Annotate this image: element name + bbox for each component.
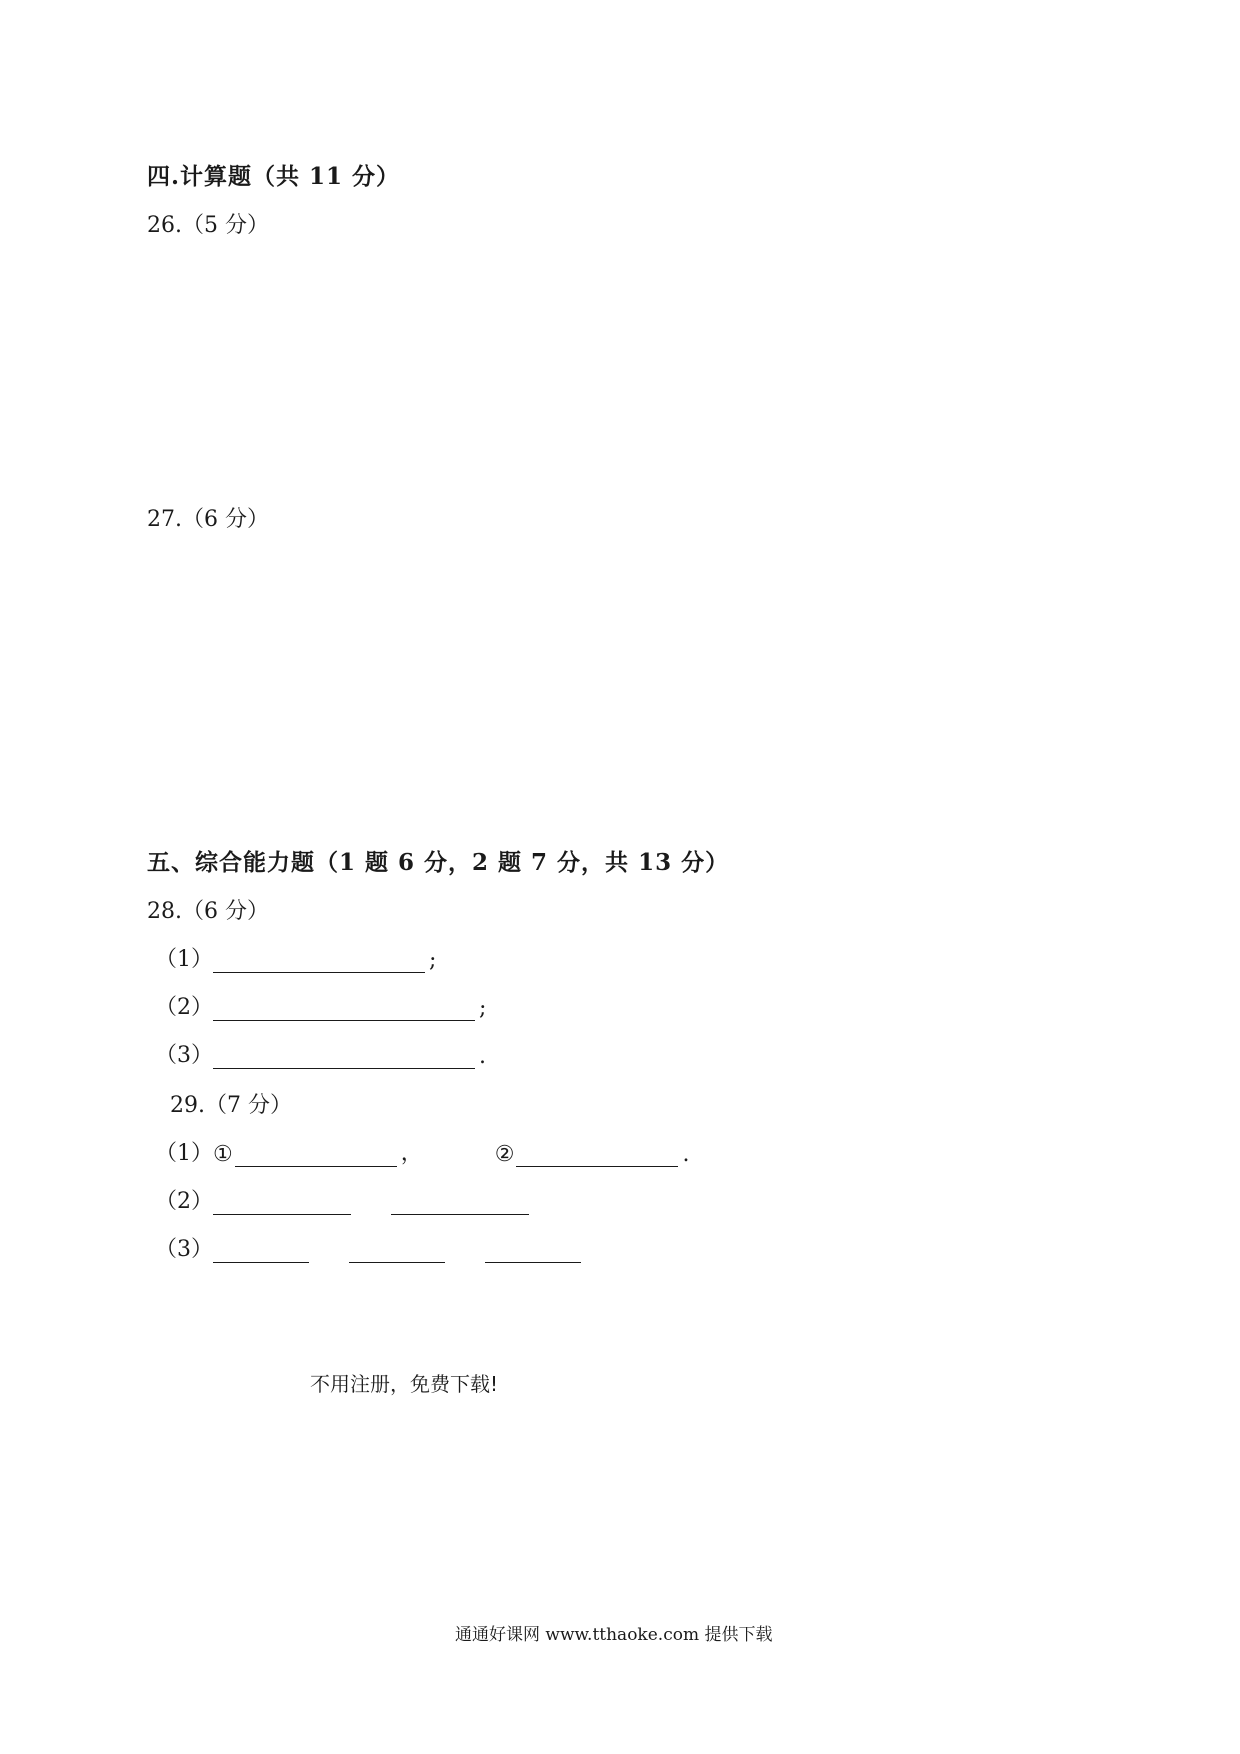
page-footer: 通通好课网 www.tthaoke.com 提供下载 <box>455 1625 773 1645</box>
question-28-label: 28.（6 分） <box>147 899 269 924</box>
q29-part-1-blank-1[interactable] <box>235 1144 397 1167</box>
section-4-title: 四.计算题（共 11 分） <box>147 163 401 190</box>
download-note: 不用注册，免费下载! <box>310 1372 499 1396</box>
q29-part-1-punct: . <box>682 1142 690 1167</box>
q28-part-3-punct: . <box>479 1044 486 1069</box>
q29-part-3-number: （3） <box>155 1237 213 1262</box>
q28-part-3-number: （3） <box>155 1043 213 1068</box>
q29-part-1-circled-1: ① <box>213 1142 233 1167</box>
q29-part-2-number: （2） <box>155 1189 213 1214</box>
q29-part-3 <box>155 1232 581 1263</box>
question-26-label: 26.（5 分） <box>147 213 269 238</box>
q29-part-1-separator: ， <box>400 1141 423 1166</box>
q29-part-1-circled-2: ② <box>494 1142 515 1167</box>
q29-part-1 <box>155 1136 689 1167</box>
q28-part-2-answer-blank[interactable] <box>213 998 475 1021</box>
q29-part-3-blank-2[interactable] <box>349 1240 445 1263</box>
q28-part-1-number: （1） <box>155 947 213 972</box>
q29-part-1-number: （1） <box>155 1141 213 1166</box>
q28-part-1-punct: ; <box>429 948 437 973</box>
q29-part-3-blank-3[interactable] <box>485 1240 581 1263</box>
q28-part-1 <box>155 942 436 973</box>
q28-part-2-punct: ; <box>479 996 487 1021</box>
q28-part-1-answer-blank[interactable] <box>213 950 425 973</box>
question-29-label: 29.（7 分） <box>170 1093 292 1118</box>
section-5-title: 五、综合能力题（1 题 6 分，2 题 7 分，共 13 分） <box>147 849 730 876</box>
q28-part-2-number: （2） <box>155 995 213 1020</box>
q28-part-3 <box>155 1038 486 1069</box>
q29-part-2-blank-1[interactable] <box>213 1192 351 1215</box>
q29-part-2 <box>155 1184 529 1215</box>
q28-part-2 <box>155 990 486 1021</box>
q29-part-2-blank-2[interactable] <box>391 1192 529 1215</box>
question-27-label: 27.（6 分） <box>147 507 269 532</box>
q29-part-3-blank-1[interactable] <box>213 1240 309 1263</box>
q29-part-1-blank-2[interactable] <box>516 1144 678 1167</box>
q28-part-3-answer-blank[interactable] <box>213 1046 475 1069</box>
